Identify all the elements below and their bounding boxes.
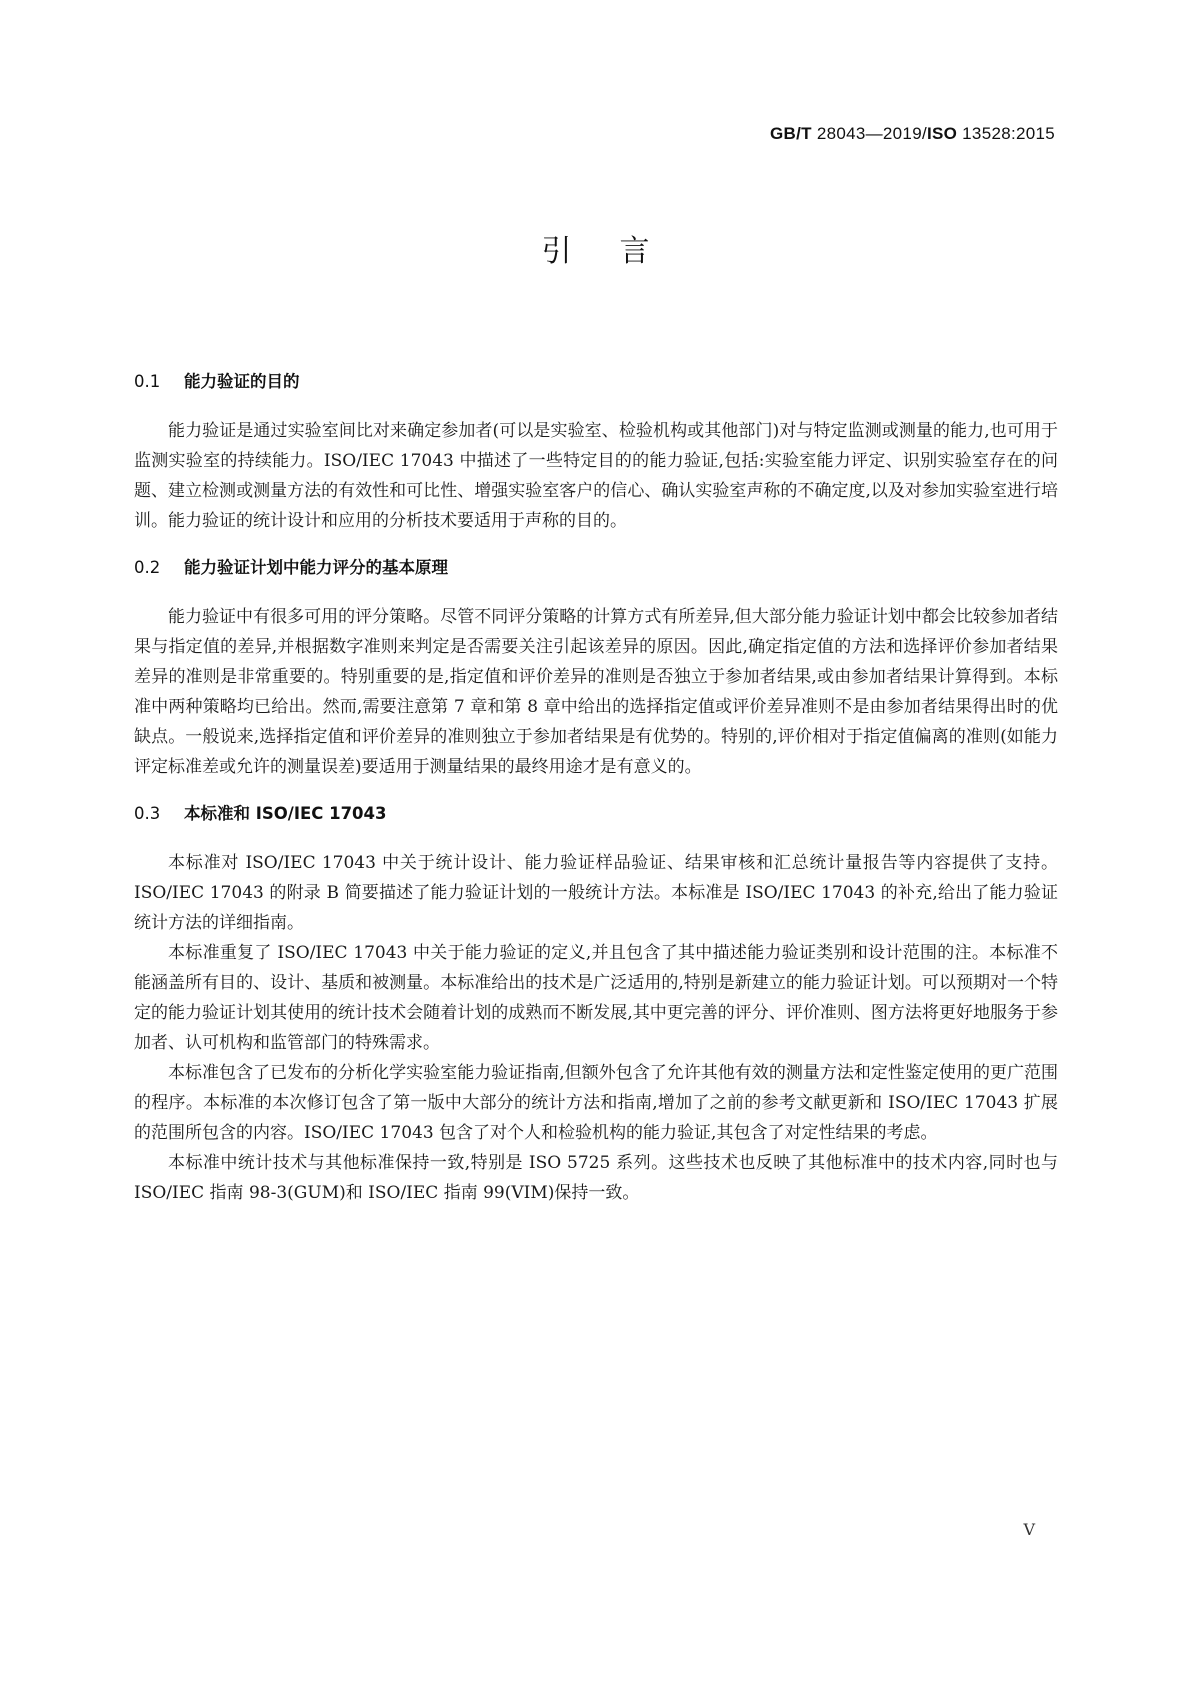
section-title: 本标准和 ISO/IEC 17043 <box>184 804 387 823</box>
paragraph: 能力验证是通过实验室间比对来确定参加者(可以是实验室、检验机构或其他部门)对与特定监测或测量的能力,也可用于监测实验室的持续能力。ISO/IEC 17043 中描述了一些特定目的的能力验证,包括:实验室能力评定、识别实验室存在的问题、建立检测或测量方法的有效性和可比性、增强实验室客户的信心、确认实验室声称的不确定度,以及对参加实验室进行培训。能力验证的统计设计和应用的分析技术要适用于声称的目的。 <box>134 421 1058 531</box>
paragraph: 本标准对 ISO/IEC 17043 中关于统计设计、能力验证样品验证、结果审核和汇总统计量报告等内容提供了支持。ISO/IEC 17043 的附录 B 简要描述了能力验证计划的一般统计方法。本标准是 ISO/IEC 17043 的补充,给出了能力验证统计方法的详细指南。 <box>134 853 1058 933</box>
section-heading <box>134 556 1058 580</box>
section-number: 0.3 <box>134 804 161 823</box>
standard-code-iso-number: 13528:2015 <box>957 124 1055 143</box>
section-0-3 <box>134 802 1058 1208</box>
standard-code-number: 28043—2019/ <box>811 124 927 143</box>
section-title: 能力验证的目的 <box>184 372 300 391</box>
standard-code-iso-label: ISO <box>926 124 958 143</box>
section-title: 能力验证计划中能力评分的基本原理 <box>184 558 448 577</box>
section-number: 0.1 <box>134 372 161 391</box>
section-0-1 <box>134 370 1058 536</box>
document-body <box>134 370 1058 1228</box>
page-number: V <box>1023 1520 1035 1539</box>
standard-code <box>770 124 1055 144</box>
page-title: 引言 <box>541 234 698 269</box>
paragraph: 本标准重复了 ISO/IEC 17043 中关于能力验证的定义,并且包含了其中描述能力验证类别和设计范围的注。本标准不能涵盖所有目的、设计、基质和被测量。本标准给出的技术是广泛适用的,特别是新建立的能力验证计划。可以预期对一个特定的能力验证计划其使用的统计技术会随着计划的成熟而不断发展,其中更完善的评分、评价准则、图方法将更好地服务于参加者、认可机构和监管部门的特殊需求。 <box>134 943 1058 1053</box>
section-heading <box>134 802 1058 826</box>
standard-code-prefix: GB/T <box>770 124 812 143</box>
section-number: 0.2 <box>134 558 161 577</box>
paragraph: 本标准中统计技术与其他标准保持一致,特别是 ISO 5725 系列。这些技术也反映了其他标准中的技术内容,同时也与 ISO/IEC 指南 98-3(GUM)和 ISO/IEC 指南 99(VIM)保持一致。 <box>134 1153 1058 1203</box>
section-heading <box>134 370 1058 394</box>
paragraph: 能力验证中有很多可用的评分策略。尽管不同评分策略的计算方式有所差异,但大部分能力验证计划中都会比较参加者结果与指定值的差异,并根据数字准则来判定是否需要关注引起该差异的原因。因此,确定指定值的方法和选择评价参加者结果差异的准则是非常重要的。特别重要的是,指定值和评价差异的准则是否独立于参加者结果,或由参加者结果计算得到。本标准中两种策略均已给出。然而,需要注意第 7 章和第 8 章中给出的选择指定值或评价差异准则不是由参加者结果得出时的优缺点。一般说来,选择指定值和评价差异的准则独立于参加者结果是有优势的。特别的,评价相对于指定值偏离的准则(如能力评定标准差或允许的测量误差)要适用于测量结果的最终用途才是有意义的。 <box>134 607 1058 777</box>
section-0-2 <box>134 556 1058 782</box>
paragraph: 本标准包含了已发布的分析化学实验室能力验证指南,但额外包含了允许其他有效的测量方法和定性鉴定使用的更广范围的程序。本标准的本次修订包含了第一版中大部分的统计方法和指南,增加了之前的参考文献更新和 ISO/IEC 17043 扩展的范围所包含的内容。ISO/IEC 17043 包含了对个人和检验机构的能力验证,其包含了对定性结果的考虑。 <box>134 1063 1058 1143</box>
